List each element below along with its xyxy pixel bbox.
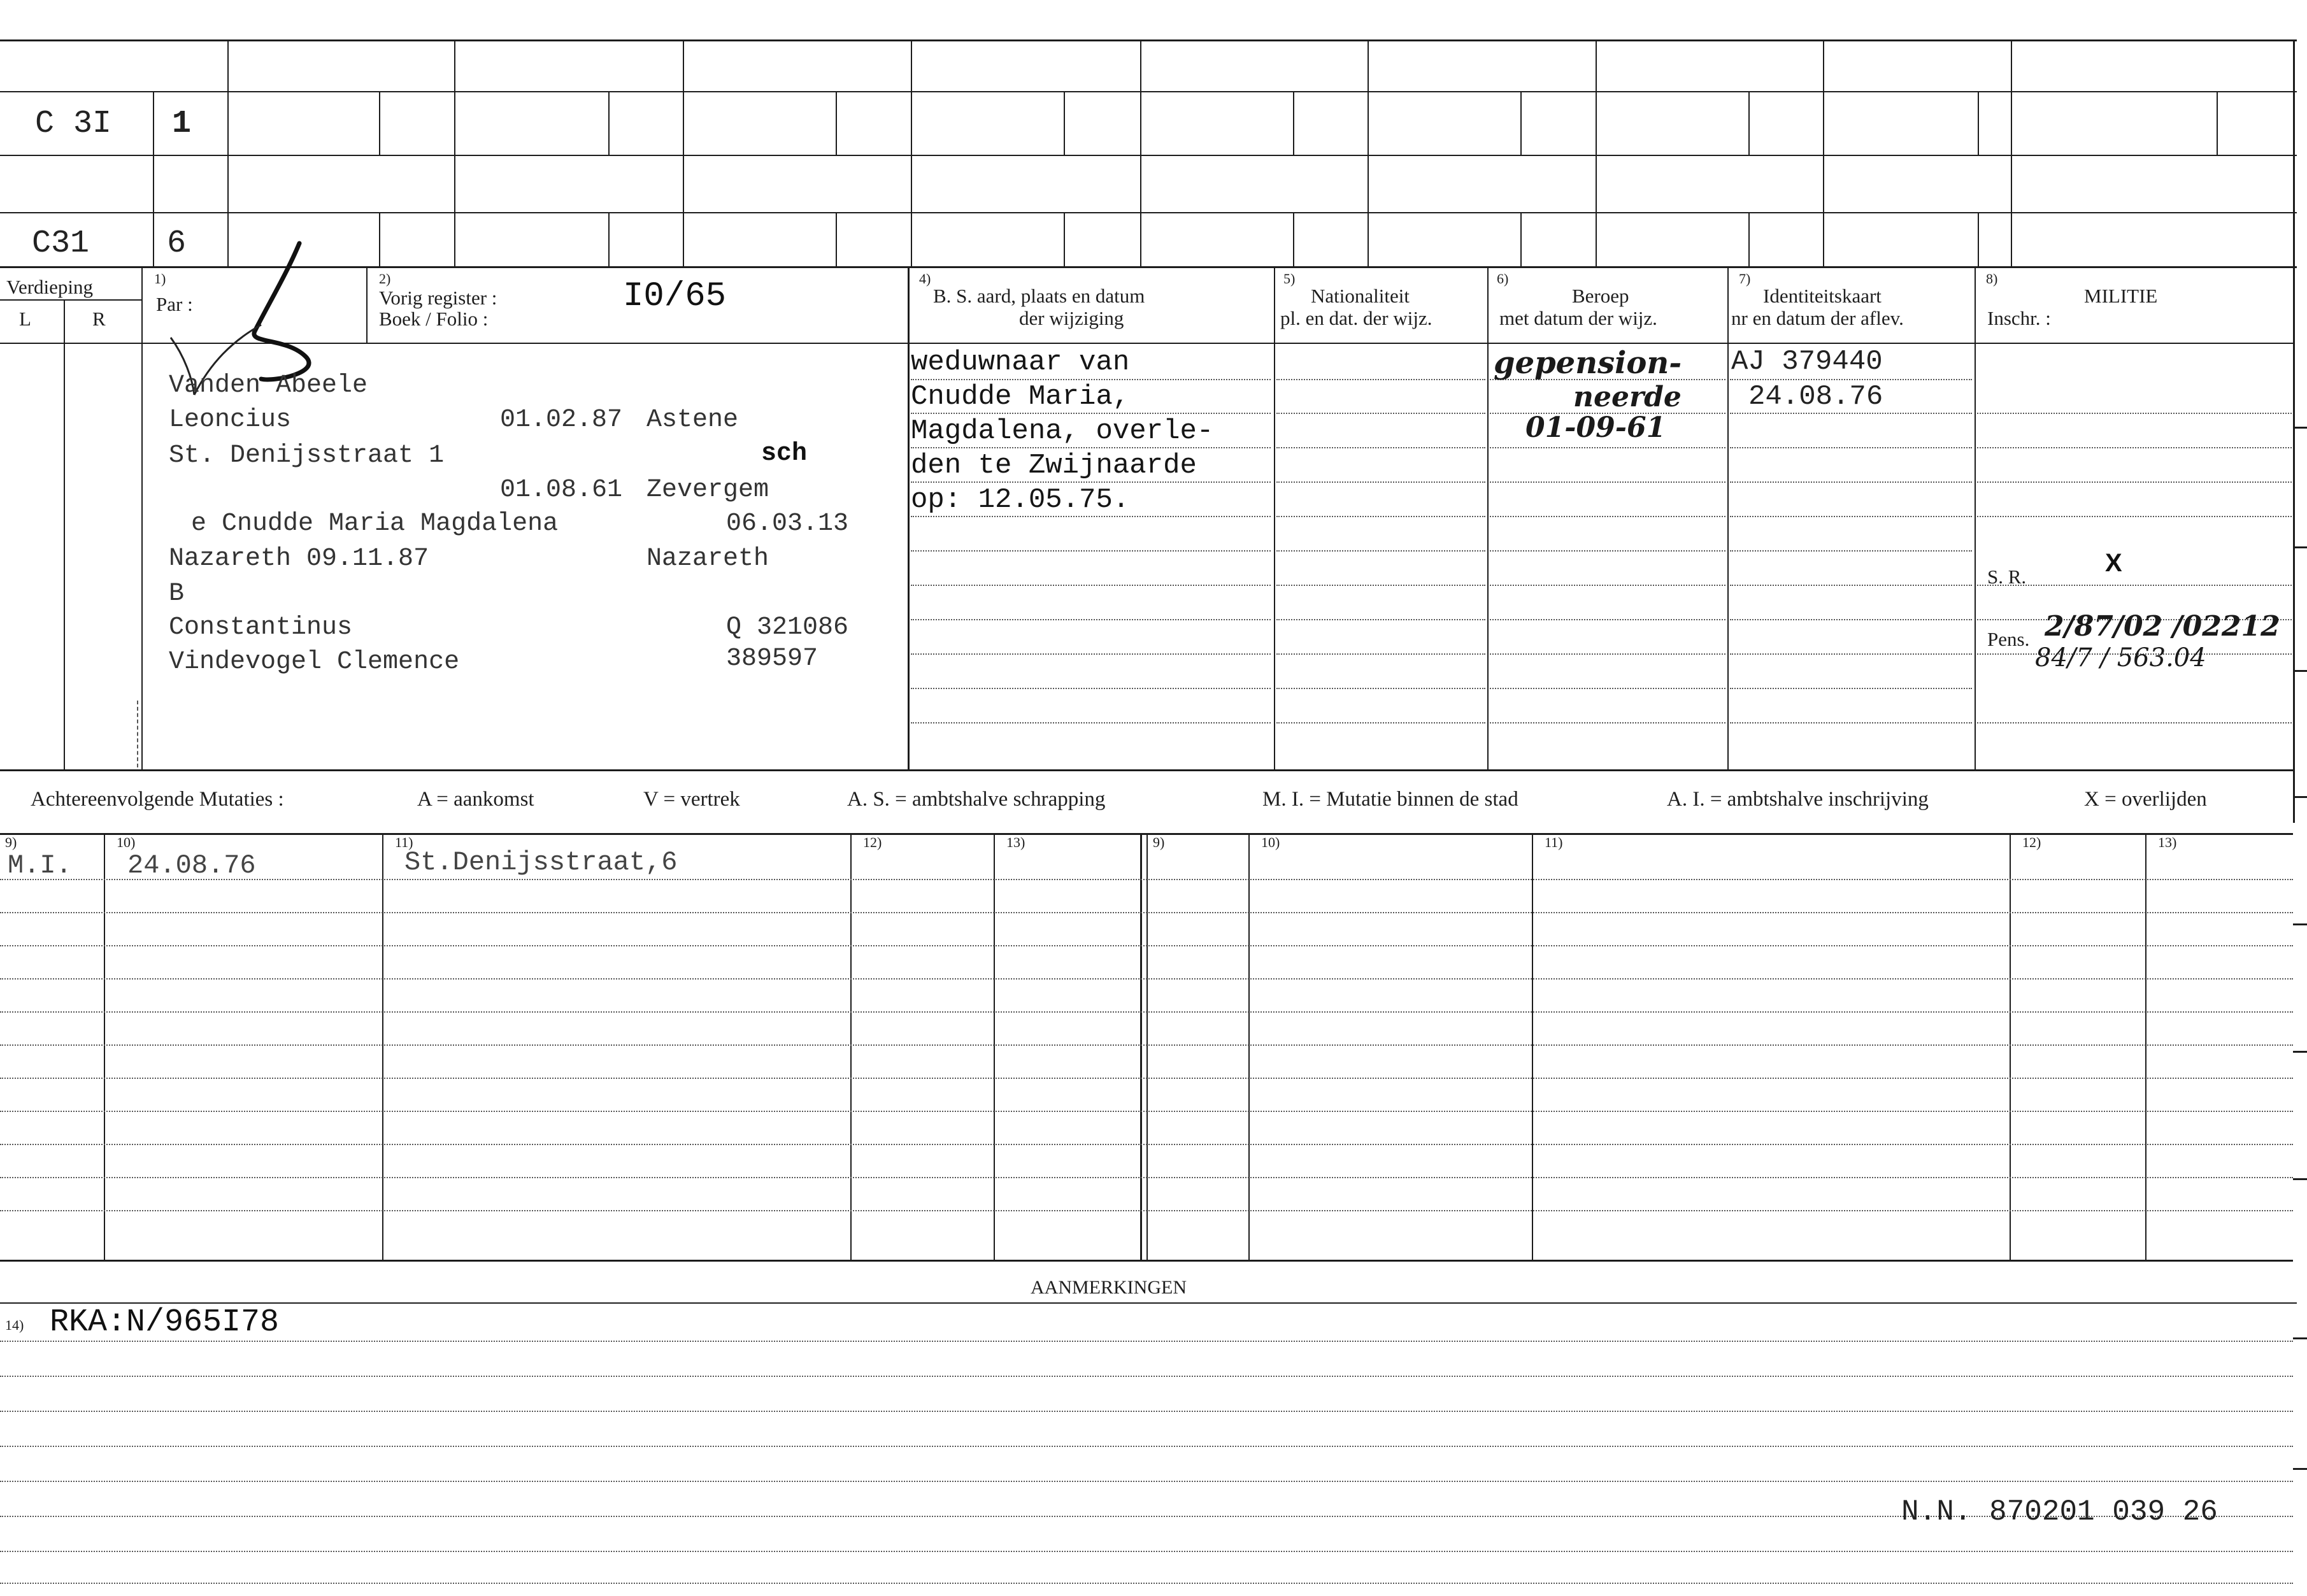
person-address: St. Denijsstraat 1 [169, 441, 445, 470]
legend-x: X = overlijden [2084, 788, 2207, 811]
mutations-bottom-rule [0, 1260, 2293, 1262]
person-b-mark: B [169, 580, 185, 608]
person-father: Constantinus [169, 613, 353, 642]
top-border [0, 39, 2297, 41]
beroep-line-2: neerde [1573, 381, 1682, 413]
bs-line-4: den te Zwijnaarde [911, 450, 1197, 481]
remarks-rule [0, 1302, 2297, 1304]
person-mother: Vindevogel Clemence [169, 648, 460, 676]
bs-line-5: op: 12.05.75. [911, 484, 1130, 516]
person-surname: Vanden Abeele [169, 371, 368, 400]
person-father-code: Q 321086 [726, 613, 849, 642]
label-vorig-register: Vorig register : [379, 287, 497, 309]
label-L: L [19, 308, 31, 330]
legend-a: A = aankomst [417, 788, 534, 811]
remarks-text: RKA:N/965I78 [50, 1304, 280, 1341]
nn-number: N.N. 870201 039 26 [1901, 1495, 2218, 1528]
label-bs: B. S. aard, plaats en datum [933, 285, 1145, 307]
person-spouse-birth: Nazareth 09.11.87 [169, 545, 429, 573]
index-rule-1 [0, 91, 2297, 92]
index-code-1: C 3I [35, 106, 112, 142]
person-firstname: Leoncius [169, 406, 292, 434]
beroep-line-1: gepension- [1494, 345, 1682, 381]
label-nationaliteit: Nationaliteit [1311, 285, 1410, 307]
label-R: R [92, 308, 106, 330]
legend-mi: M. I. = Mutatie binnen de stad [1262, 788, 1518, 811]
legend-as: A. S. = ambtshalve schrapping [847, 788, 1106, 811]
vorig-register-value: I0/65 [623, 277, 727, 316]
index-rule-3 [0, 212, 2297, 213]
remarks-title: AANMERKINGEN [1031, 1277, 1187, 1298]
right-border [2293, 39, 2295, 823]
label-boek-folio: Boek / Folio : [379, 308, 489, 330]
mutation-address: St.Denijsstraat,6 [404, 847, 678, 878]
label-beroep: Beroep [1572, 285, 1629, 307]
bs-line-1: weduwnaar van [911, 346, 1130, 378]
id-date: 24.08.76 [1748, 381, 1883, 413]
pens-label: Pens. [1987, 628, 2030, 650]
legend-title: Achtereenvolgende Mutaties : [31, 788, 284, 811]
bs-line-3: Magdalena, overle- [911, 415, 1214, 447]
person-birth-date: 01.02.87 [500, 406, 623, 434]
legend-v: V = vertrek [643, 788, 740, 811]
beroep-line-3: 01-09-61 [1525, 411, 1666, 444]
label-militie: MILITIE [2084, 285, 2158, 307]
col-sep-lr [64, 299, 65, 771]
person-move-date: 01.08.61 [500, 476, 623, 504]
person-mother-code: 389597 [726, 645, 818, 673]
person-spouse: e Cnudde Maria Magdalena [191, 509, 559, 538]
sr-value: X [2105, 549, 2122, 577]
col-sep-bs [908, 266, 910, 771]
pens-line-2: 84/7 / 563.04 [2035, 643, 2206, 673]
legend-ai: A. I. = ambtshalve inschrijving [1667, 788, 1929, 811]
id-number: AJ 379440 [1731, 346, 1883, 378]
mutation-type: M.I. [8, 850, 72, 881]
index-rule-2 [0, 155, 2297, 156]
label-par: Par : [156, 293, 193, 315]
label-verdieping: Verdieping [6, 276, 94, 298]
pens-line-1: 2/87/02 /02212 [2045, 610, 2280, 643]
index-code-2: C31 [32, 225, 90, 262]
person-spouse-place: Nazareth [646, 545, 769, 573]
register-card: C 3I 1 C31 6 Verdieping L R 1) Par : 2) Vorig register : Boek / Folio : I0/65 4) B. S. aard, plaats en datum der wijziging 5) Nationaliteit pl. en dat. der wijz. 6) Beroep met datum der wijz. 7) Identiteitskaart nr en datum der aflev. 8) MILITIE Inschr. : Vanden Abeele Leoncius 01.02.87 Astene St. Denijsstraat 1 sch 01.08.61 Zevergem e Cnudde Maria Magdalena 06.03.13 Nazareth 09.11.87 Nazareth B Constantinus Q 321086 Vindevogel Clemence 389597 weduwnaar van Cnudde Maria, Magdalena, overle- den te Zwijnaarde op: 12.05.75. gepension- neerde 01-09-61 AJ 379440 24.08.76 S. R. X Pens. 2/87/02 /02212 84/7 / 563.04 Achtereenvolgende Mutaties : A = aankomst V = vertrek A. S. = ambtshalve schrapping M. I. = Mutatie binnen de stad A. I. = ambtshalve inschrijving X = overlijden 9) 10) 11) 12) 13) 9) 10) 11) 12) 13) M.I. 24.08.76 St.Denijsstraat,6 AANMERKINGEN 14) RKA:N/965I78 N.N. 870201 039 26 [0, 0, 2307, 1596]
legend-top-rule [0, 769, 2293, 771]
sr-label: S. R. [1987, 566, 2027, 588]
person-birth-place: Astene [646, 406, 739, 434]
label-identiteitskaart: Identiteitskaart [1763, 285, 1882, 307]
bs-line-2: Cnudde Maria, [911, 381, 1130, 413]
col-sep-par [141, 266, 143, 771]
person-move-place: Zevergem [646, 476, 769, 504]
index-num-2: 6 [167, 225, 187, 262]
index-num-1: 1 [172, 106, 192, 142]
person-spouse-date: 06.03.13 [726, 509, 849, 538]
person-mark: sch [761, 439, 808, 468]
mutation-date: 24.08.76 [127, 850, 256, 881]
label-inschr: Inschr. : [1987, 307, 2051, 329]
